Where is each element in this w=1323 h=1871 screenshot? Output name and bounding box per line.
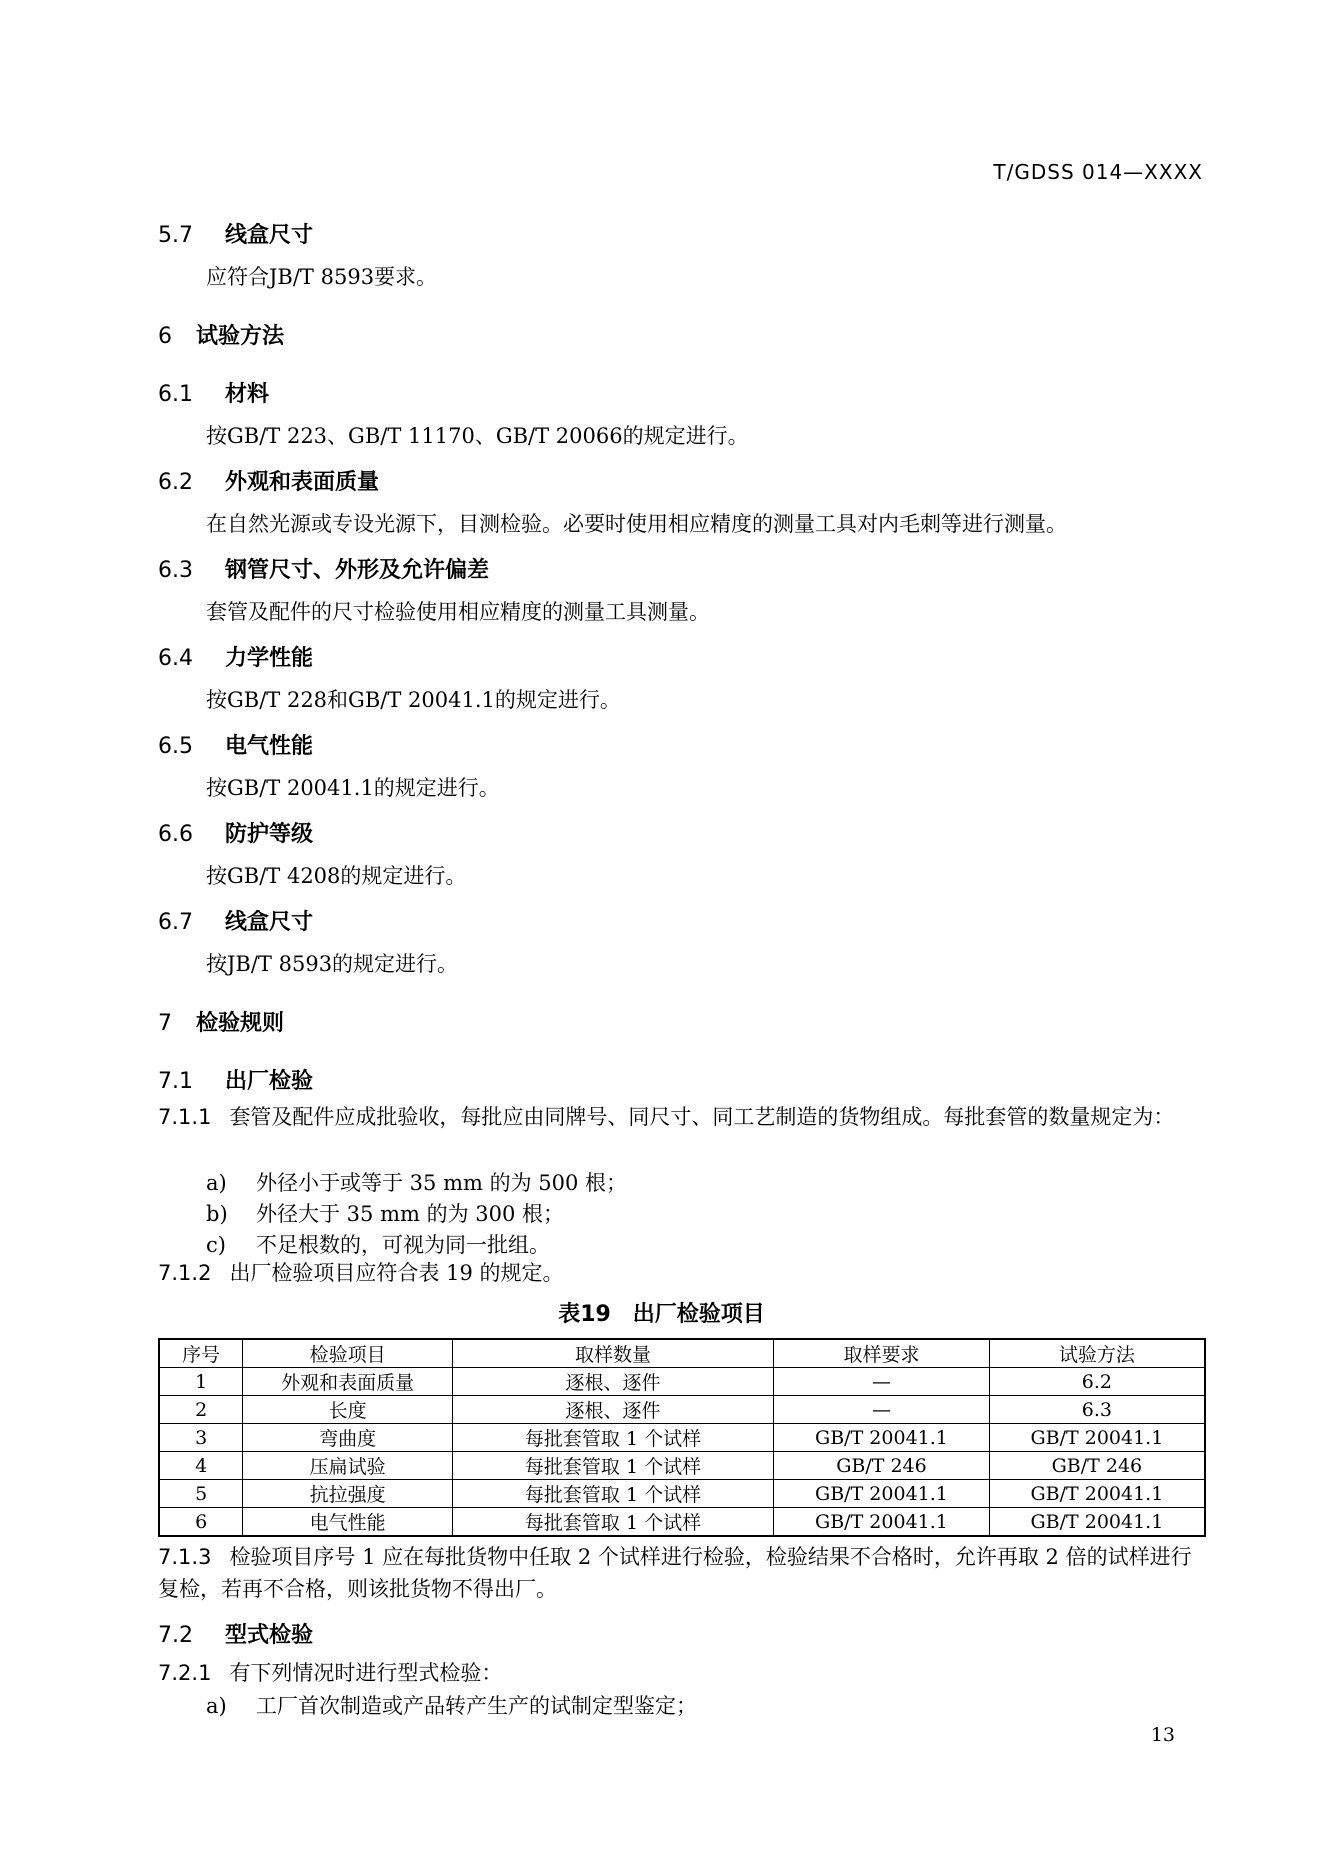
section-6-7-text: 按JB/T 8593的规定进行。: [206, 952, 459, 976]
section-title: 力学性能: [225, 646, 314, 671]
table-cell: 抗拉强度: [243, 1480, 453, 1508]
section-6-7-heading: [158, 905, 313, 936]
table-cell: 长度: [243, 1396, 453, 1424]
table-title: 表19 出厂检验项目: [558, 1302, 765, 1327]
section-number: 6.1: [158, 382, 193, 407]
header-cell: 序号: [159, 1339, 243, 1368]
clause-number: 7.1.2: [158, 1261, 212, 1285]
section-title: 型式检验: [225, 1623, 314, 1648]
section-title: 出厂检验: [225, 1069, 314, 1094]
table-cell: 每批套管取 1 个试样: [452, 1452, 773, 1480]
table-cell: 外观和表面质量: [243, 1368, 453, 1396]
section-7-1-heading: [158, 1064, 313, 1095]
section-number: 6.3: [158, 558, 193, 583]
table-cell: 每批套管取 1 个试样: [452, 1480, 773, 1508]
table-cell: 6.3: [989, 1396, 1205, 1424]
section-number: 5.7: [158, 223, 193, 248]
table-cell: 逐根、逐件: [452, 1368, 773, 1396]
section-6-1-heading: [158, 377, 269, 408]
table-cell: GB/T 20041.1: [774, 1508, 990, 1537]
header-cell: 检验项目: [243, 1339, 453, 1368]
section-6-6-text: 按GB/T 4208的规定进行。: [206, 864, 467, 888]
table-cell: —: [774, 1396, 990, 1424]
table-row: [159, 1424, 1205, 1452]
table-cell: GB/T 20041.1: [989, 1424, 1205, 1452]
section-number: 7.1: [158, 1069, 193, 1094]
section-6-1-text: 按GB/T 223、GB/T 11170、GB/T 20066的规定进行。: [206, 424, 749, 448]
section-6-5-heading: [158, 729, 313, 760]
clause-text: 出厂检验项目应符合表 19 的规定。: [229, 1261, 564, 1285]
table-cell: 6: [159, 1508, 243, 1537]
clause-text: 有下列情况时进行型式检验：: [229, 1661, 503, 1685]
table-cell: —: [774, 1368, 990, 1396]
table-cell: 1: [159, 1368, 243, 1396]
table-row: [159, 1452, 1205, 1480]
list-item: [206, 1167, 627, 1197]
list-text: 外径小于或等于 35 mm 的为 500 根；: [256, 1171, 628, 1195]
section-number: 6.5: [158, 734, 193, 759]
clause-7-1-1: [158, 1101, 1205, 1133]
section-title: 检验规则: [196, 1011, 285, 1036]
section-7-2-heading: [158, 1618, 313, 1649]
section-5-7-heading: [158, 218, 313, 249]
section-title: 电气性能: [225, 734, 314, 759]
list-item: [206, 1198, 564, 1228]
list-text: 不足根数的，可视为同一批组。: [256, 1233, 550, 1257]
section-6-4-text: 按GB/T 228和GB/T 20041.1的规定进行。: [206, 688, 621, 712]
table-row: [159, 1508, 1205, 1537]
list-label: a): [206, 1694, 227, 1718]
section-number: 6.4: [158, 646, 193, 671]
table-row: [159, 1368, 1205, 1396]
clause-number: 7.2.1: [158, 1661, 212, 1685]
table-cell: 每批套管取 1 个试样: [452, 1424, 773, 1452]
table-cell: 4: [159, 1452, 243, 1480]
section-7-heading: [158, 1006, 284, 1037]
section-title: 线盒尺寸: [225, 910, 314, 935]
clause-text: 检验项目序号 1 应在每批货物中任取 2 个试样进行检验，检验结果不合格时，允许再取 2 倍的试样进行复检，若再不合格，则该批货物不得出厂。: [158, 1545, 1192, 1601]
table-cell: 压扁试验: [243, 1452, 453, 1480]
list-text: 工厂首次制造或产品转产生产的试制定型鉴定；: [256, 1694, 697, 1718]
table-cell: GB/T 20041.1: [774, 1480, 990, 1508]
section-title: 钢管尺寸、外形及允许偏差: [225, 558, 490, 583]
clause-text: 套管及配件应成批验收，每批应由同牌号、同尺寸、同工艺制造的货物组成。每批套管的数量规定为：: [229, 1105, 1175, 1129]
section-number: 6.2: [158, 470, 193, 495]
list-text: 外径大于 35 mm 的为 300 根；: [256, 1202, 565, 1226]
table-row: [159, 1480, 1205, 1508]
table-cell: 电气性能: [243, 1508, 453, 1537]
header-cell: 取样要求: [774, 1339, 990, 1368]
table-cell: 3: [159, 1424, 243, 1452]
section-6-2-heading: [158, 465, 379, 496]
section-5-7-text: 应符合JB/T 8593要求。: [206, 265, 438, 289]
table-cell: GB/T 20041.1: [989, 1480, 1205, 1508]
document-id: T/GDSS 014—XXXX: [993, 160, 1203, 184]
section-6-6-heading: [158, 817, 313, 848]
table-cell: 每批套管取 1 个试样: [452, 1508, 773, 1537]
section-number: 7: [158, 1011, 172, 1036]
table-cell: GB/T 246: [774, 1452, 990, 1480]
section-title: 材料: [225, 382, 270, 407]
table-cell: 2: [159, 1396, 243, 1424]
table-cell: 6.2: [989, 1368, 1205, 1396]
list-label: b): [206, 1202, 228, 1226]
section-6-5-text: 按GB/T 20041.1的规定进行。: [206, 776, 500, 800]
inspection-table: [158, 1338, 1206, 1537]
section-title: 线盒尺寸: [225, 223, 314, 248]
table-row: [159, 1396, 1205, 1424]
section-title: 外观和表面质量: [225, 470, 380, 495]
section-title: 防护等级: [225, 822, 314, 847]
table-cell: GB/T 20041.1: [774, 1424, 990, 1452]
list-item: [206, 1229, 550, 1259]
clause-7-1-2: [158, 1257, 1205, 1289]
table-cell: 弯曲度: [243, 1424, 453, 1452]
table-header-row: [159, 1339, 1205, 1368]
clause-number: 7.1.1: [158, 1105, 212, 1129]
table-cell: GB/T 20041.1: [989, 1508, 1205, 1537]
section-title: 试验方法: [196, 324, 285, 349]
clause-7-2-1: [158, 1657, 1205, 1689]
section-number: 7.2: [158, 1623, 193, 1648]
section-6-2-text: 在自然光源或专设光源下，目测检验。必要时使用相应精度的测量工具对内毛刺等进行测量。: [206, 512, 1067, 536]
section-6-4-heading: [158, 641, 313, 672]
clause-7-1-3: [158, 1541, 1205, 1605]
table-cell: 5: [159, 1480, 243, 1508]
header-cell: 取样数量: [452, 1339, 773, 1368]
header-cell: 试验方法: [989, 1339, 1205, 1368]
section-6-heading: [158, 319, 284, 350]
table-cell: 逐根、逐件: [452, 1396, 773, 1424]
section-number: 6: [158, 324, 172, 349]
table-cell: GB/T 246: [989, 1452, 1205, 1480]
section-number: 6.6: [158, 822, 193, 847]
section-number: 6.7: [158, 910, 193, 935]
list-item: [206, 1690, 697, 1720]
clause-number: 7.1.3: [158, 1545, 212, 1569]
list-label: a): [206, 1171, 227, 1195]
section-6-3-text: 套管及配件的尺寸检验使用相应精度的测量工具测量。: [206, 600, 710, 624]
section-6-3-heading: [158, 553, 489, 584]
page-number: 13: [1150, 1724, 1175, 1746]
list-label: c): [206, 1233, 226, 1257]
